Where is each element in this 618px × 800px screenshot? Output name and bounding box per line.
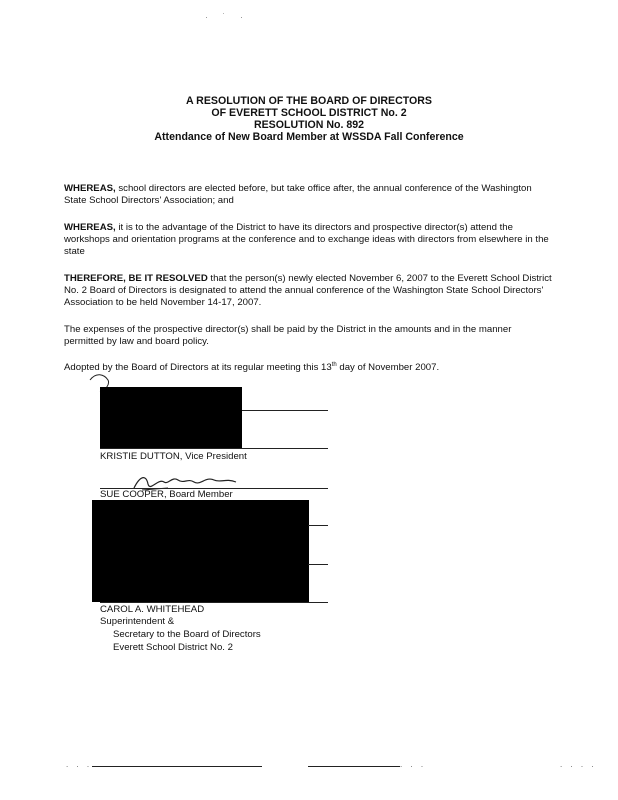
- footer-mark-right: . . . .: [560, 760, 597, 769]
- signature-line-3a: [308, 525, 328, 526]
- redacted-signature-block-1: [100, 387, 242, 448]
- adopted-text-start: Adopted by the Board of Directors at its regular meeting this 13: [64, 362, 332, 373]
- superintendent-title-1: Superintendent &: [100, 616, 175, 627]
- redacted-signature-block-2: [92, 500, 309, 602]
- superintendent-name: CAROL A. WHITEHEAD: [100, 604, 205, 615]
- signer-vice-president: KRISTIE DUTTON, Vice President: [100, 451, 247, 462]
- footer-mark-left: . . .: [66, 760, 93, 769]
- adopted-day-suffix: th: [331, 361, 337, 368]
- paragraph-text: that the person(s) newly elected November 6, 2007 to the Everett School District No. 2 Board of Directors is designated to attend the annual conference of the Washington State School Directors' Association to be held November 14-17, 2007.: [64, 273, 552, 308]
- adopted-text-end: day of November 2007.: [336, 362, 440, 373]
- footer-line-left: [92, 766, 262, 767]
- superintendent-title-2: Secretary to the Board of Directors: [113, 629, 261, 640]
- header-line-2: OF EVERETT SCHOOL DISTRICT No. 2: [211, 107, 407, 119]
- therefore-paragraph: [64, 273, 554, 309]
- header-line-1: A RESOLUTION OF THE BOARD OF DIRECTORS: [185, 95, 432, 107]
- header-line-4: Attendance of New Board Member at WSSDA Fall Conference: [154, 131, 464, 143]
- paragraph-text: The expenses of the prospective director(s) shall be paid by the District in the amounts and in the manner permitted by law and board policy.: [64, 324, 512, 347]
- signer-board-member: SUE COOPER, Board Member: [100, 489, 233, 500]
- superintendent-title-3: Everett School District No. 2: [113, 642, 233, 653]
- expenses-paragraph: [64, 324, 554, 348]
- signature-line-3c: [100, 602, 328, 603]
- footer-line-middle: [308, 766, 400, 767]
- signature-line-1b: [100, 448, 328, 449]
- scan-specks: · ˙ ·: [205, 12, 249, 22]
- whereas-paragraph-2: [64, 222, 554, 258]
- signature-line-3b: [308, 564, 328, 565]
- footer-mark-middle: . . .: [400, 760, 427, 769]
- paragraph-lead: THEREFORE, BE IT RESOLVED: [64, 273, 208, 284]
- paragraph-text: school directors are elected before, but take office after, the annual conference of the Washington State School Directors' Association; and: [64, 183, 532, 206]
- whereas-paragraph-1: [64, 183, 554, 207]
- paragraph-lead: WHEREAS,: [64, 222, 116, 233]
- header-line-3: RESOLUTION No. 892: [253, 119, 365, 131]
- adopted-statement: [64, 362, 554, 374]
- signature-line-1a: [240, 410, 328, 411]
- paragraph-lead: WHEREAS,: [64, 183, 116, 194]
- paragraph-text: it is to the advantage of the District to have its directors and prospective director(s) attend the workshops and orientation programs at the conference and to exchange ideas with directors from elsewhere in the state: [64, 222, 549, 257]
- resolution-header: [0, 95, 618, 143]
